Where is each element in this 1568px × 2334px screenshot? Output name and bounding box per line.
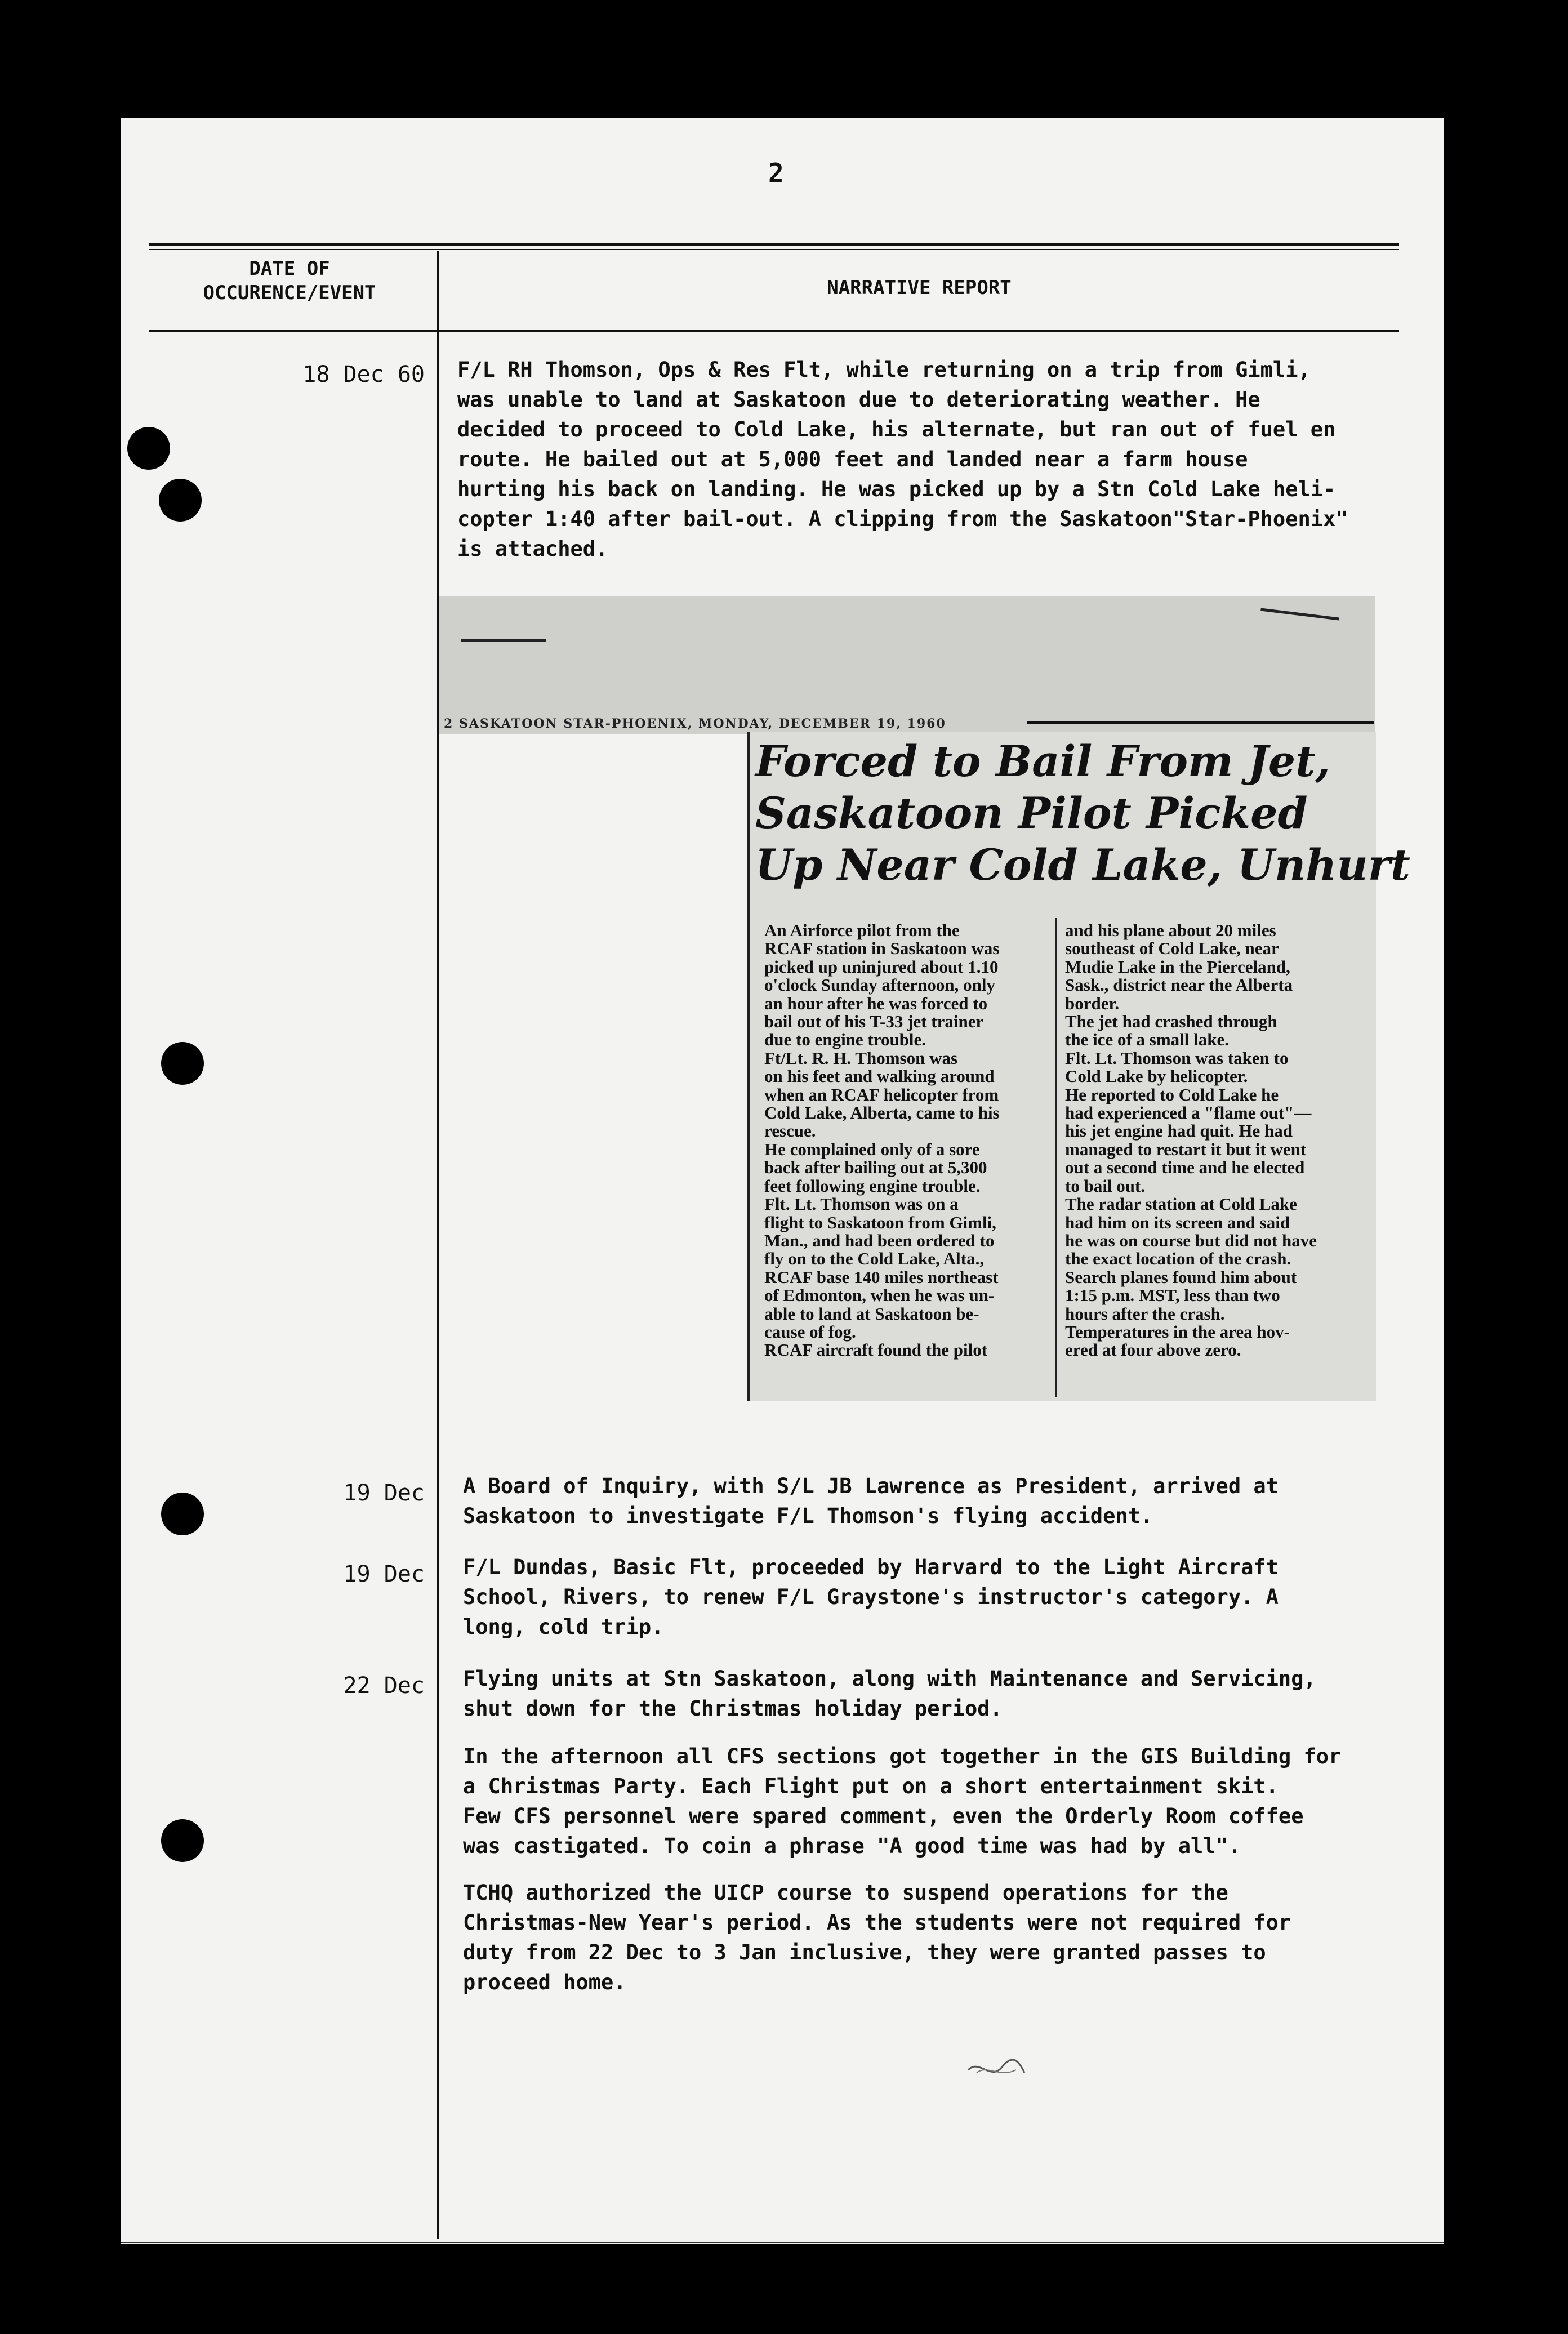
narrative-line: In the afternoon all CFS sections got together in the GIS Building for: [463, 1744, 1342, 1769]
article-line: o'clock Sunday afternoon, only: [764, 975, 995, 995]
article-line: bail out of his T-33 jet trainer: [764, 1012, 984, 1032]
header-bottom-rule: [149, 330, 1399, 332]
narrative-line: TCHQ authorized the UICP course to suspend operations for the: [463, 1881, 1228, 1905]
article-line: RCAF aircraft found the pilot: [764, 1340, 988, 1360]
article-line: The radar station at Cold Lake: [1065, 1194, 1297, 1214]
article-line: Cold Lake by helicopter.: [1065, 1066, 1248, 1086]
article-line: managed to restart it but it went: [1065, 1139, 1307, 1159]
article-line: Mudie Lake in the Pierceland,: [1065, 956, 1290, 977]
article-line: he was on course but did not have: [1065, 1230, 1317, 1250]
article-line: the exact location of the crash.: [1065, 1249, 1291, 1269]
article-line: his jet engine had quit. He had: [1065, 1121, 1293, 1141]
article-line: able to land at Saskatoon be-: [764, 1303, 979, 1324]
narrative-line: duty from 22 Dec to 3 Jan inclusive, they were granted passes to: [463, 1940, 1266, 1965]
article-left-column: [764, 921, 1000, 1360]
narrative-line: F/L Dundas, Basic Flt, proceeded by Harvard to the Light Aircraft: [463, 1555, 1279, 1579]
narrative-line: decided to proceed to Cold Lake, his alternate, but ran out of fuel en: [457, 417, 1336, 442]
punch-hole: [161, 1042, 204, 1085]
article-line: southeast of Cold Lake, near: [1065, 938, 1279, 959]
article-line: out a second time and he elected: [1065, 1157, 1305, 1178]
article-line: flight to Saskatoon from Gimli,: [764, 1212, 996, 1232]
narrative-column-header: NARRATIVE REPORT: [827, 277, 1012, 299]
clipping-mark: [461, 639, 546, 642]
narrative-line: School, Rivers, to renew F/L Graystone's instructor's category. A: [463, 1585, 1279, 1609]
narrative-line: Few CFS personnel were spared comment, even the Orderly Room coffee: [463, 1804, 1304, 1828]
scribble-mark: [965, 2056, 1027, 2084]
header-top-rule: [149, 243, 1399, 246]
narrative-line: was castigated. To coin a phrase "A good time was had by all".: [463, 1834, 1241, 1858]
article-line: of Edmonton, when he was un-: [764, 1285, 995, 1306]
headline-line: Saskatoon Pilot Picked: [755, 788, 1308, 838]
article-line: due to engine trouble.: [764, 1030, 926, 1050]
article-line: Search planes found him about: [1065, 1267, 1297, 1287]
date-column-header: [154, 257, 425, 305]
article-line: picked up uninjured about 1.10: [764, 956, 999, 977]
headline-line: Up Near Cold Lake, Unhurt: [755, 840, 1410, 890]
entry-narrative: [463, 1552, 1279, 1642]
date-header-line2: OCCURENCE/EVENT: [203, 281, 376, 304]
entry-date: 22 Dec: [343, 1673, 425, 1699]
narrative-line: copter 1:40 after bail-out. A clipping from the Saskatoon"Star-Phoenix": [457, 507, 1348, 531]
article-line: Temperatures in the area hov-: [1065, 1321, 1290, 1342]
entry-narrative: [463, 1471, 1279, 1531]
headline-line: Forced to Bail From Jet,: [755, 736, 1330, 786]
clipping-article: [747, 732, 1410, 1401]
article-line: He complained only of a sore: [764, 1139, 980, 1159]
article-line: He reported to Cold Lake he: [1065, 1084, 1279, 1104]
article-line: RCAF base 140 miles northeast: [764, 1267, 999, 1287]
article-line: an hour after he was forced to: [764, 993, 988, 1013]
entry-date: 19 Dec: [343, 1561, 425, 1587]
article-line: had experienced a "flame out"—: [1065, 1103, 1312, 1123]
punch-hole: [161, 1819, 204, 1862]
date-header-line1: DATE OF: [249, 257, 330, 280]
narrative-line: long, cold trip.: [463, 1615, 664, 1639]
article-line: the ice of a small lake.: [1065, 1030, 1230, 1050]
punch-hole: [159, 479, 202, 522]
article-line: Cold Lake, Alberta, came to his: [764, 1103, 1000, 1123]
article-line: Flt. Lt. Thomson was taken to: [1065, 1048, 1289, 1068]
article-line: fly on to the Cold Lake, Alta.,: [764, 1249, 985, 1269]
narrative-line: is attached.: [457, 537, 608, 561]
article-line: had him on its screen and said: [1065, 1212, 1290, 1232]
entry-narrative: [463, 1664, 1316, 1723]
narrative-line: A Board of Inquiry, with S/L JB Lawrence as President, arrived at: [463, 1474, 1279, 1498]
article-line: ered at four above zero.: [1065, 1340, 1241, 1360]
narrative-line: Flying units at Stn Saskatoon, along with Maintenance and Servicing,: [463, 1667, 1316, 1691]
page-number: 2: [768, 158, 784, 188]
clipping-top-strip: [439, 596, 1375, 734]
narrative-line: shut down for the Christmas holiday period.: [463, 1696, 1003, 1721]
article-line: on his feet and walking around: [764, 1066, 995, 1086]
article-line: feet following engine trouble.: [764, 1175, 981, 1196]
narrative-paragraph: [463, 1878, 1291, 1997]
article-line: Man., and had been ordered to: [764, 1230, 995, 1250]
narrative-line: F/L RH Thomson, Ops & Res Flt, while returning on a trip from Gimli,: [457, 358, 1311, 382]
clipping-masthead: 2 SASKATOON STAR-PHOENIX, MONDAY, DECEMBER 19, 1960: [444, 716, 946, 731]
entry-narrative: [457, 355, 1348, 564]
document-page: [121, 118, 1444, 2244]
narrative-line: hurting his back on landing. He was picked up by a Stn Cold Lake heli-: [457, 477, 1336, 501]
narrative-line: was unable to land at Saskatoon due to deteriorating weather. He: [457, 387, 1260, 412]
article-line: to bail out.: [1065, 1175, 1146, 1196]
article-line: rescue.: [764, 1121, 816, 1141]
article-line: hours after the crash.: [1065, 1303, 1225, 1324]
column-divider: [437, 251, 439, 2239]
page-bottom-rule: [121, 2242, 1444, 2243]
article-line: border.: [1065, 993, 1120, 1013]
article-line: 1:15 p.m. MST, less than two: [1065, 1285, 1280, 1306]
narrative-line: Christmas-New Year's period. As the students were not required for: [463, 1910, 1291, 1935]
article-line: An Airforce pilot from the: [764, 920, 960, 940]
narrative-line: route. He bailed out at 5,000 feet and landed near a farm house: [457, 447, 1248, 471]
article-line: Flt. Lt. Thomson was on a: [764, 1194, 959, 1214]
article-line: and his plane about 20 miles: [1065, 920, 1276, 940]
article-line: cause of fog.: [764, 1321, 856, 1342]
narrative-line: a Christmas Party. Each Flight put on a short entertainment skit.: [463, 1774, 1279, 1798]
article-line: when an RCAF helicopter from: [764, 1084, 999, 1104]
entry-date: 19 Dec: [343, 1480, 425, 1506]
narrative-line: proceed home.: [463, 1970, 626, 1994]
article-line: The jet had crashed through: [1065, 1012, 1277, 1032]
clipping-headline: [755, 736, 1410, 891]
header-top-rule-2: [149, 249, 1399, 250]
article-line: Sask., district near the Alberta: [1065, 975, 1293, 995]
entry-date: 18 Dec 60: [302, 362, 425, 387]
article-line: RCAF station in Saskatoon was: [764, 938, 1000, 959]
punch-hole: [127, 427, 170, 470]
narrative-line: Saskatoon to investigate F/L Thomson's flying accident.: [463, 1504, 1153, 1528]
article-line: Ft/Lt. R. H. Thomson was: [764, 1048, 958, 1068]
masthead-rule: [1027, 721, 1374, 724]
article-line: back after bailing out at 5,300: [764, 1157, 987, 1178]
narrative-paragraph: [463, 1741, 1341, 1861]
article-column-rule: [1055, 918, 1057, 1397]
article-right-column: [1065, 921, 1317, 1360]
